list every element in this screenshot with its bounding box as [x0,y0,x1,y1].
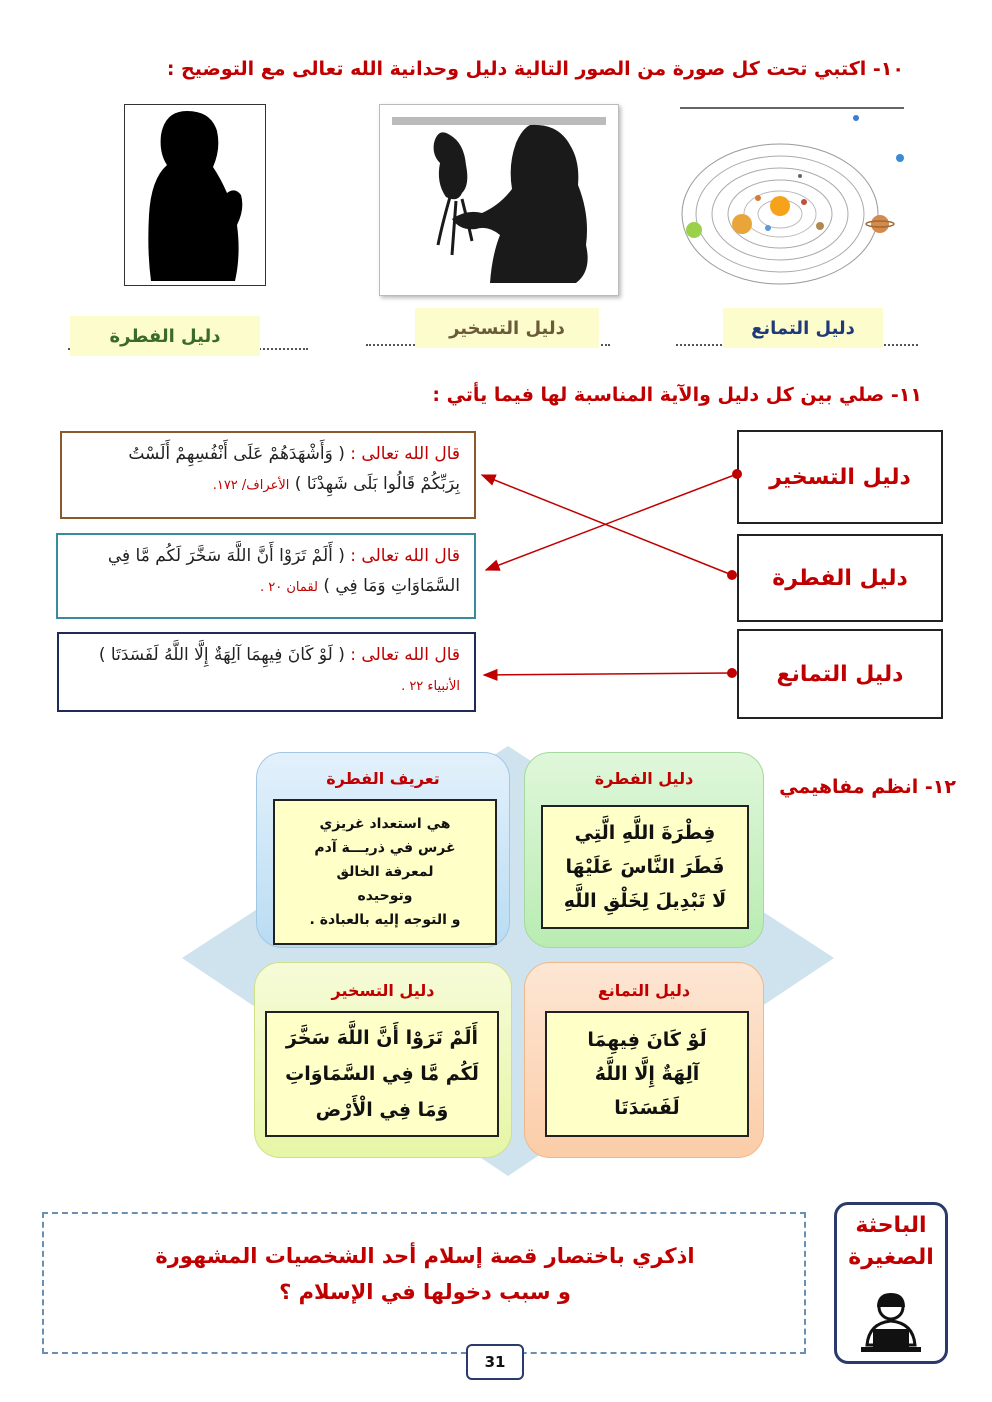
verse-reference: الأنبياء ٢٢ . [401,679,460,694]
verse-reference: لقمان ٢٠ . [260,580,318,595]
quad-fitra-evidence [524,752,764,948]
verse-text: ( أَلَمْ تَرَوْا أَنَّ اللَّهَ سَخَّرَ لَكُم مَّا فِي [107,546,345,566]
prompt-line: و سبب دخولها في الإسلام ؟ [279,1280,571,1304]
girl-at-laptop-icon [855,1289,927,1355]
match-line-tamanu [484,673,732,675]
verse-text: ( لَوْ كَانَ فِيهِمَا آلِهَةٌ إِلَّا اللَّهُ لَفَسَدَتَا ) [98,645,345,665]
quad-content [265,1011,499,1137]
quad-line: لَوْ كَانَ فِيهِمَا [587,1029,707,1051]
page-number [466,1344,524,1380]
researcher-prompt-text [60,1238,790,1310]
caption-fitra: دليل الفطرة [70,316,260,356]
quad-fitra-definition [256,752,510,948]
quad-line: غرس في ذريـــة آدم [314,840,456,856]
quad-line: فِطْرَةَ اللَّهِ الَّتِي [574,822,716,844]
question-12-title: ١٢- انظم مفاهيمي [779,776,956,798]
quad-line: آلِهَةٌ إِلَّا اللَّهُ [594,1063,700,1085]
caption-taskhir: دليل التسخير [415,308,599,348]
match-line-taskhir [486,474,737,570]
verse-text: بِرَبِّكُمْ قَالُوا بَلَى شَهِدْنَا ) [294,474,460,494]
quad-title: دليل التسخير [331,981,435,1000]
quad-title: تعريف الفطرة [326,769,440,788]
quad-line: لَا تَبْدِيلَ لِخَلْقِ اللَّهِ [563,890,727,912]
badge-title: الباحثة [855,1213,927,1238]
quad-title: دليل الفطرة [594,769,694,788]
verse-reference: الأعراف/ ١٧٢. [212,478,290,493]
quad-taskhir-evidence [254,962,512,1158]
verse-lead: قال الله تعالى : [350,645,460,665]
caption-tamanu: دليل التمانع [723,308,883,348]
praying-woman-silhouette-image [124,104,266,286]
verse-box-sakhkhara [56,533,476,619]
quad-line: هي استعداد غريزي [319,816,451,832]
question-10-title: ١٠- اكتبي تحت كل صورة من الصور التالية دليل وحدانية الله تعالى مع التوضيح : [166,58,904,80]
falconer-silhouette-image [379,104,619,296]
quad-tamanu-evidence [524,962,764,1158]
quad-line: لمعرفة الخالق [336,864,434,880]
evidence-box-fitra: دليل الفطرة [737,534,943,622]
verse-box-law-kana [57,632,476,712]
quad-line: أَلَمْ تَرَوْا أَنَّ اللَّهَ سَخَّرَ [285,1027,479,1049]
verse-text: السَّمَاوَاتِ وَمَا فِي ) [323,576,460,596]
badge-subtitle: الصغيرة [848,1245,934,1270]
page-number-text: 31 [484,1353,506,1371]
verse-text: ( وَأَشْهَدَهُمْ عَلَى أَنْفُسِهِمْ أَلَسْتُ [128,444,345,464]
verse-lead: قال الله تعالى : [350,444,460,464]
quad-line: لَكُم مَّا فِي السَّمَاوَاتِ [285,1063,479,1085]
quad-line: لَفَسَدَتَا [614,1097,680,1119]
match-line-fitra [482,475,732,575]
quad-line: وَمَا فِي الْأَرْض [315,1099,449,1121]
evidence-box-taskhir: دليل التسخير [737,430,943,524]
quad-content [541,805,749,929]
quad-line: وتوحيده [357,888,413,904]
quad-line: فَطَرَ النَّاسَ عَلَيْهَا [565,856,725,878]
verse-lead: قال الله تعالى : [350,546,460,566]
question-11-title: ١١- صلي بين كل دليل والآية المناسبة لها فيما يأتي : [432,384,922,406]
solar-system-image [680,106,904,288]
quad-line: و التوجه إليه بالعبادة . [309,912,461,928]
quad-title: دليل التمانع [597,981,691,1000]
quad-content [545,1011,749,1137]
verse-box-ashhadahum [60,431,476,519]
prompt-line: اذكري باختصار قصة إسلام أحد الشخصيات المشهورة [155,1244,695,1268]
young-researcher-badge [834,1202,948,1364]
quad-content [273,799,497,945]
evidence-box-tamanu: دليل التمانع [737,629,943,719]
